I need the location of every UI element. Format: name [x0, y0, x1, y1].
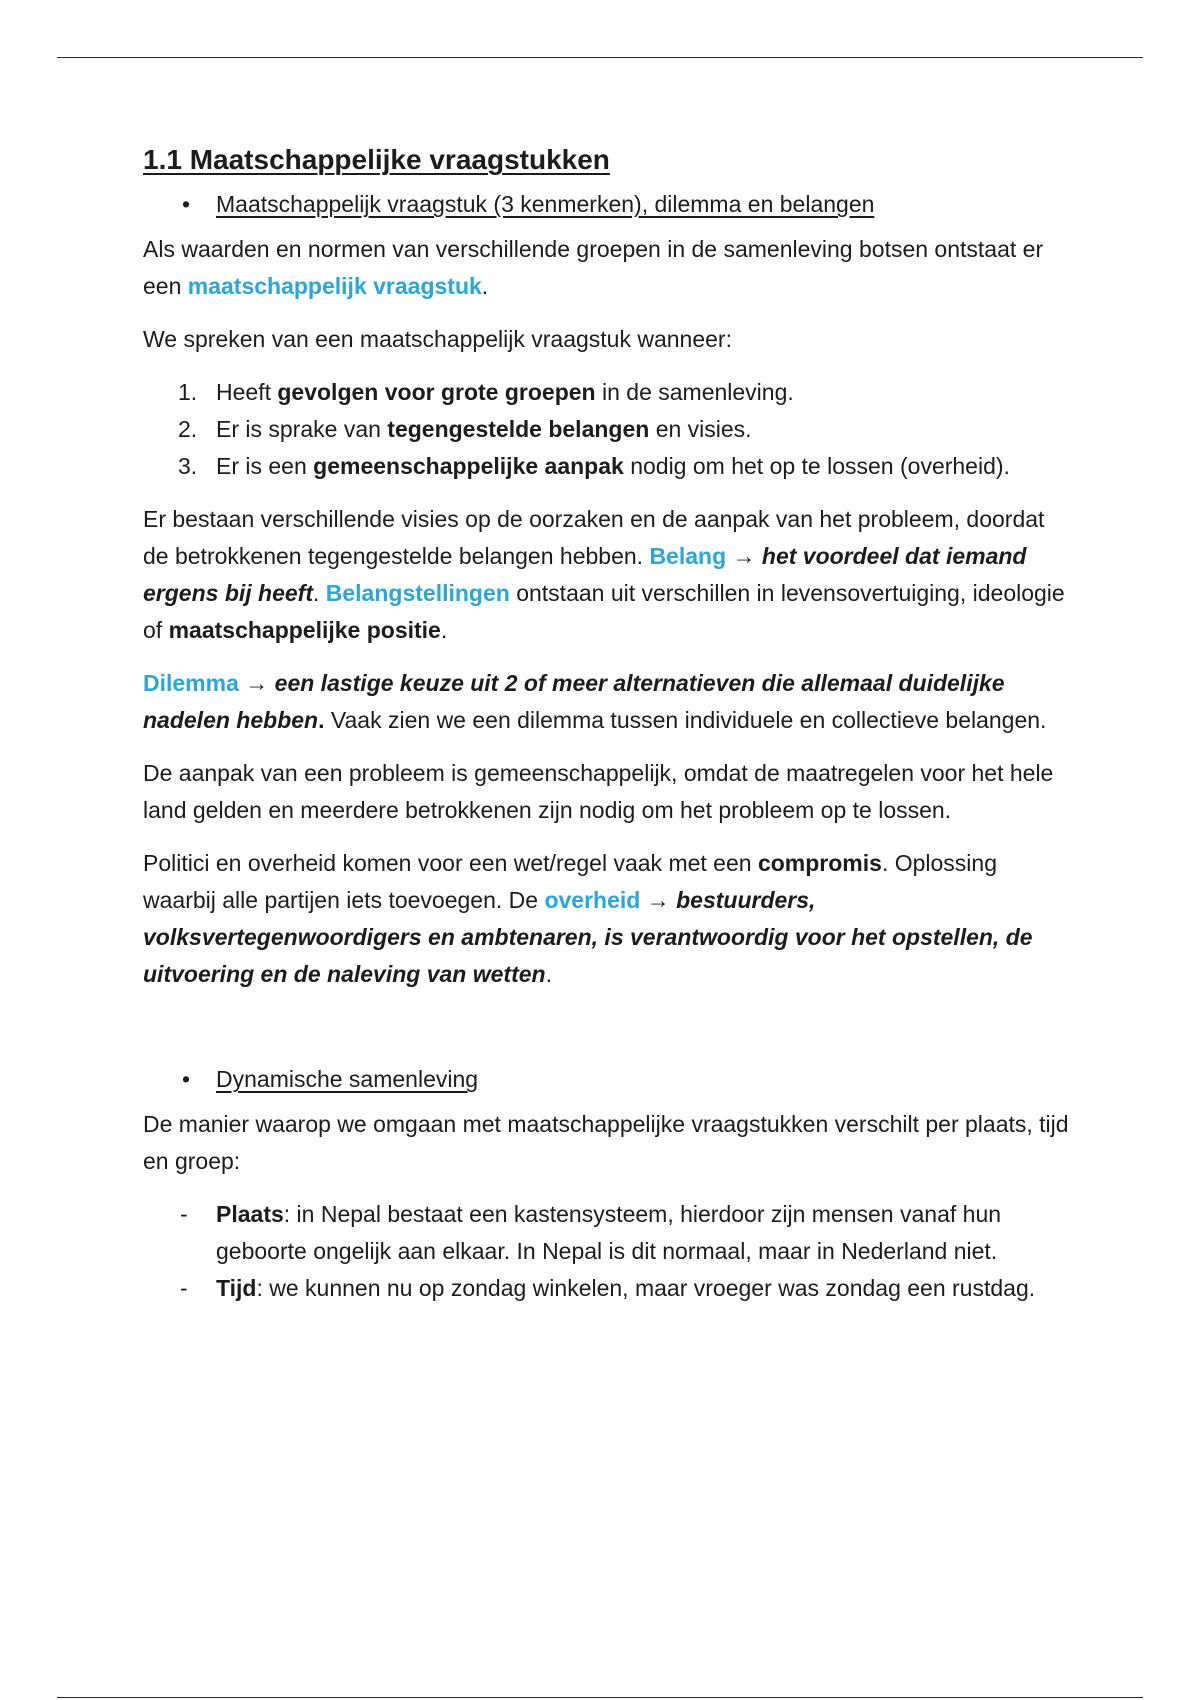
list-number: 2.: [178, 416, 198, 442]
subheading-dilemma: [143, 186, 1073, 223]
definition-belang: → het voordeel dat iemand ergens bij heeft: [143, 543, 1027, 606]
term-overheid: overheid: [544, 887, 641, 913]
example-text: : in Nepal bestaat een kastensysteem, hierdoor zijn mensen vanaf hun geboorte ongelijk aan elkaar. In Nepal is dit normaal, maar in Nederland niet.: [216, 1201, 1002, 1264]
p6-text: . Oplossing waarbij alle partijen iets toevoegen. De: [143, 850, 997, 913]
criterion-bold: tegengestelde belangen: [387, 416, 650, 442]
criterion-text: Er is sprake van: [216, 416, 388, 442]
paragraph-dilemma: [143, 665, 1073, 739]
criterion-text: en visies.: [649, 416, 752, 442]
definition-dilemma: → een lastige keuze uit 2 of meer alternatieven die allemaal duidelijke nadelen hebben: [143, 670, 1005, 733]
bold-compromis: compromis: [757, 850, 882, 876]
paragraph-vraagstuk-intro: [143, 231, 1073, 305]
section-title: 1.1 Maatschappelijke vraagstukken: [143, 144, 610, 175]
paragraph-dynamisch-intro: De manier waarop we omgaan met maatschappelijke vraagstukken verschilt per plaats, tijd en groep:: [143, 1111, 1069, 1174]
p3-text: ontstaan uit verschillen in levensovertuiging, ideologie of: [143, 580, 1065, 643]
list-item: [143, 448, 1073, 485]
term-dilemma: Dilemma: [143, 670, 239, 696]
list-item: [143, 411, 1073, 448]
term-maatschappelijk-vraagstuk: maatschappelijk vraagstuk: [187, 273, 482, 299]
p3-text: .: [312, 580, 326, 606]
p4-text: Vaak zien we een dilemma tussen individuele en collectieve belangen.: [324, 707, 1047, 733]
p3-text: Er bestaan verschillende visies op de oorzaken en de aanpak van het probleem, doordat de betrokkenen tegengestelde belangen hebben.: [143, 506, 1045, 569]
p3-end: .: [440, 617, 448, 643]
criterion-text: Er is een: [216, 453, 314, 479]
p1-text: Als waarden en normen van verschillende groepen in de samenleving botsen ontstaat er een: [143, 236, 1044, 299]
list-number: 1.: [178, 379, 198, 405]
subheading-1-text: Maatschappelijk vraagstuk (3 kenmerken), dilemma en belangen: [216, 191, 875, 217]
paragraph-criteria-intro: We spreken van een maatschappelijk vraagstuk wanneer:: [143, 326, 732, 352]
list-item: [143, 1196, 1073, 1270]
bullet-glyph: •: [182, 1066, 191, 1092]
bullet-glyph: •: [182, 191, 191, 217]
definition-overheid: → bestuurders, volksvertegenwoordigers en ambtenaren, is verantwoordig voor het opstellen, de uitvoering en de naleving van wetten: [143, 887, 1033, 987]
term-belangstellingen: Belangstellingen: [325, 580, 510, 606]
example-label: Tijd: [216, 1275, 257, 1301]
dash-glyph: -: [180, 1201, 188, 1227]
criterion-text: in de samenleving.: [595, 379, 794, 405]
subheading-2-text: Dynamische samenleving: [216, 1066, 479, 1092]
example-text: : we kunnen nu op zondag winkelen, maar vroeger was zondag een rustdag.: [256, 1275, 1036, 1301]
dash-glyph: -: [180, 1275, 188, 1301]
p6-end: .: [545, 961, 552, 987]
criterion-text: Heeft: [216, 379, 278, 405]
examples-list: [143, 1196, 1073, 1307]
subheading-dynamische-samenleving: [143, 1061, 1073, 1098]
p6-text: Politici en overheid komen voor een wet/regel vaak met een: [143, 850, 758, 876]
paragraph-belang: [143, 501, 1073, 649]
paragraph-overheid: [143, 845, 1073, 993]
criterion-bold: gevolgen voor grote groepen: [277, 379, 596, 405]
term-belang: Belang: [649, 543, 727, 569]
spacer: [143, 1009, 1073, 1061]
paragraph-aanpak: De aanpak van een probleem is gemeenschappelijk, omdat de maatregelen voor het hele land gelden en meerdere betrokkenen zijn nodig om het probleem op te lossen.: [143, 760, 1054, 823]
example-label: Plaats: [216, 1201, 284, 1227]
bottom-rule: [57, 1697, 1143, 1698]
top-rule: [57, 57, 1143, 58]
criteria-list: [143, 374, 1073, 485]
p4-bold-dot: .: [318, 707, 325, 733]
criterion-text: nodig om het op te lossen (overheid).: [623, 453, 1010, 479]
bold-maatschappelijke-positie: maatschappelijke positie: [168, 617, 441, 643]
document-body: [143, 140, 1073, 1323]
list-item: [143, 374, 1073, 411]
list-number: 3.: [178, 453, 198, 479]
criterion-bold: gemeenschappelijke aanpak: [313, 453, 624, 479]
list-item: [143, 1270, 1073, 1307]
p1-end: .: [481, 273, 489, 299]
